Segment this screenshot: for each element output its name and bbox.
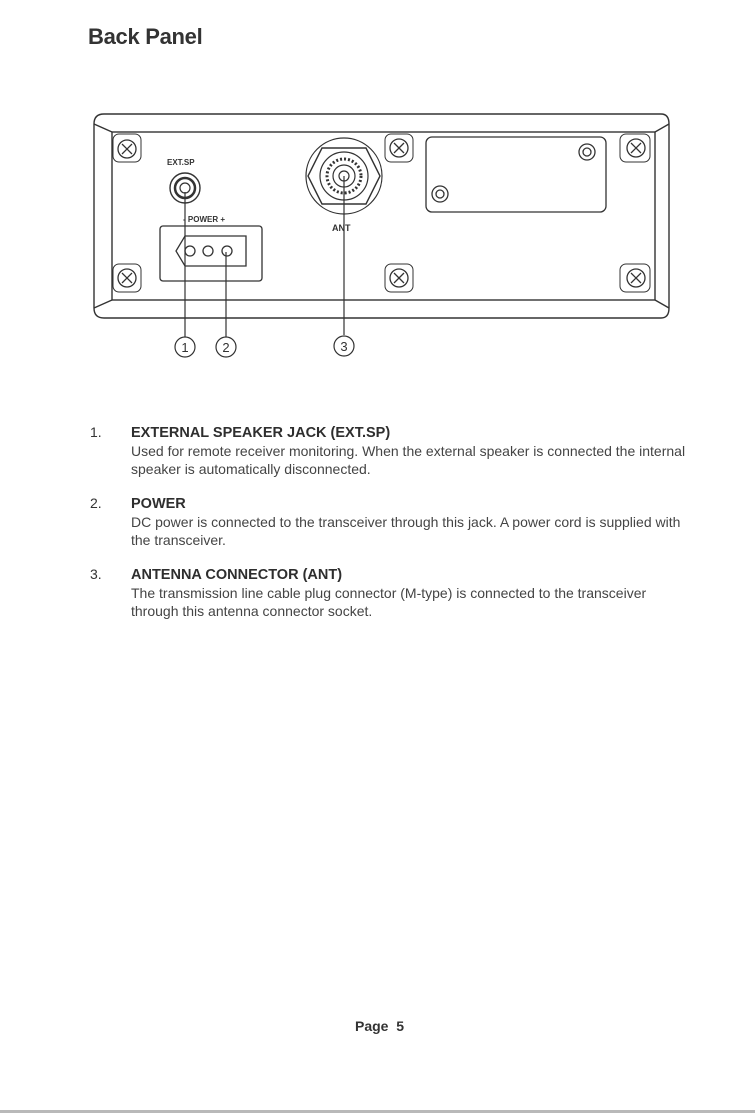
- item-title: POWER: [131, 496, 186, 512]
- power-socket: [160, 226, 262, 281]
- list-item-ext-sp: [90, 424, 690, 478]
- back-panel-diagram: [0, 0, 755, 380]
- callout-1-label: 1: [181, 340, 189, 355]
- item-number: 3.: [90, 566, 102, 582]
- item-title: ANTENNA CONNECTOR (ANT): [131, 567, 343, 583]
- callout-2-label: 2: [222, 340, 230, 355]
- list-item-antenna: [90, 566, 690, 620]
- list-item-power: [90, 495, 690, 549]
- item-list: [90, 424, 690, 637]
- power-label: - POWER +: [183, 215, 226, 224]
- screw-icon: [118, 140, 136, 158]
- callout-3-label: 3: [340, 339, 348, 354]
- page-title: Back Panel: [88, 24, 203, 49]
- ant-label: ANT: [332, 223, 351, 233]
- ext-sp-label: EXT.SP: [167, 158, 195, 167]
- item-title: EXTERNAL SPEAKER JACK (EXT.SP): [131, 425, 391, 441]
- screw-icon: [118, 269, 136, 287]
- page-number: Page 5: [355, 1018, 405, 1034]
- item-number: 2.: [90, 495, 102, 511]
- screw-icon: [390, 139, 408, 157]
- item-description: Used for remote receiver monitoring. When the external speaker is connected the internal speaker is automatically disconnected.: [131, 443, 686, 477]
- screw-icon: [627, 139, 645, 157]
- item-number: 1.: [90, 424, 102, 440]
- item-description: DC power is connected to the transceiver through this jack. A power cord is supplied with the transceiver.: [131, 514, 681, 548]
- cover-plate: [426, 137, 606, 212]
- screw-icon: [390, 269, 408, 287]
- bottom-rule: [0, 1110, 755, 1113]
- screw-icon: [627, 269, 645, 287]
- item-description: The transmission line cable plug connector (M-type) is connected to the transceiver through this antenna connector socket.: [131, 585, 647, 619]
